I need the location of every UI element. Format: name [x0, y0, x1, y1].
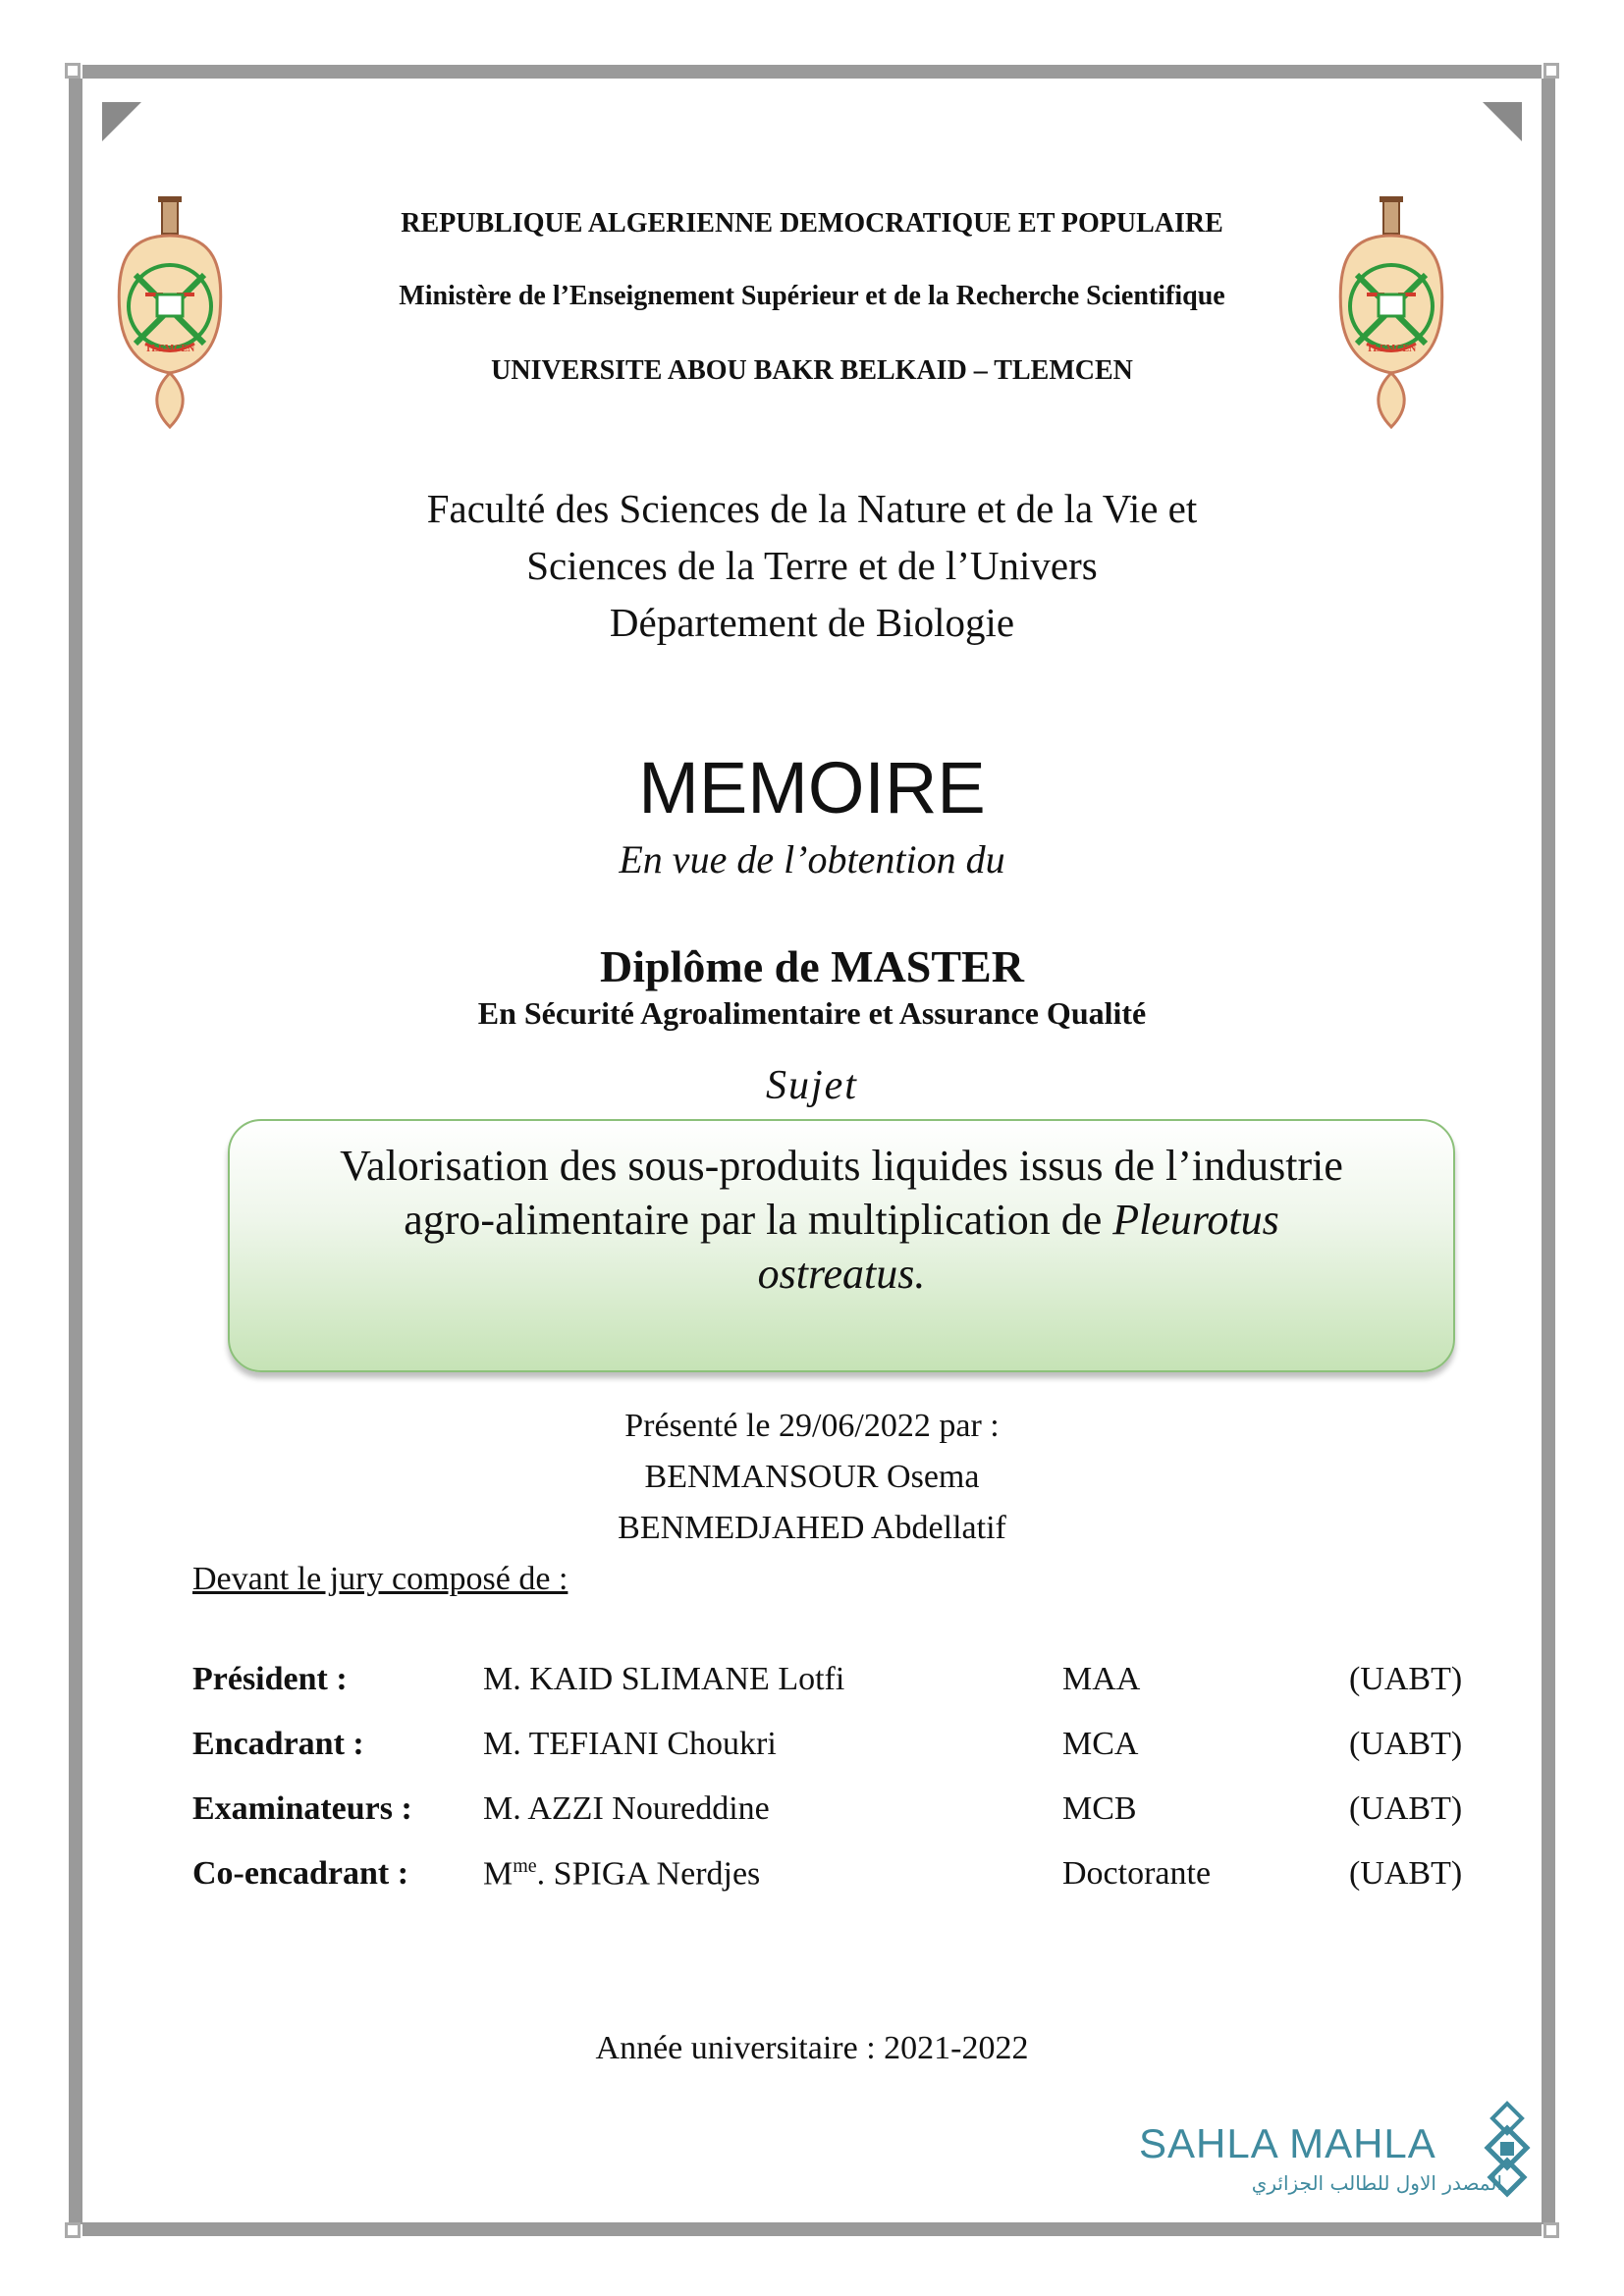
jury-name: M. TEFIANI Choukri [483, 1726, 777, 1762]
jury-name-prefix: M [483, 1855, 514, 1893]
frame-corner-bl [65, 2222, 81, 2238]
watermark-brand: SAHLA MAHLA [1139, 2120, 1436, 2166]
presented-date: Présenté le 29/06/2022 par : [624, 1408, 1000, 1444]
jury-grade: Doctorante [1062, 1855, 1212, 1892]
jury-role: Président : [192, 1661, 348, 1697]
subject-species-epithet: ostreatus. [757, 1250, 926, 1298]
frame-corner-tr [1543, 63, 1559, 79]
header-university: UNIVERSITE ABOU BAKR BELKAID – TLEMCEN [491, 355, 1133, 386]
academic-year: Année universitaire : 2021-2022 [595, 2030, 1029, 2066]
subject-species-genus: Pleurotus [1112, 1196, 1279, 1244]
jury-name-rest: . SPIGA Nerdjes [536, 1855, 761, 1893]
watermark-logo-icon [1483, 2099, 1532, 2207]
diploma-speciality: En Sécurité Agroalimentaire et Assurance Qualité [477, 995, 1147, 1031]
subject-box [228, 1119, 1455, 1372]
jury-role: Examinateurs : [192, 1790, 412, 1827]
jury-name: M. AZZI Noureddine [483, 1790, 770, 1827]
header-republic: REPUBLIQUE ALGERIENNE DEMOCRATIQUE ET POPULAIRE [401, 208, 1223, 239]
jury-name [483, 1855, 760, 1893]
subject-line-2 [230, 1193, 1453, 1247]
jury-heading: Devant le jury composé de : [192, 1561, 568, 1597]
logo-text: TLEMCEN [144, 344, 195, 354]
title-subtitle: En vue de l’obtention du [619, 837, 1005, 881]
frame-corner-br [1543, 2222, 1559, 2238]
subject-line-1: Valorisation des sous-produits liquides issus de l’industrie [340, 1142, 1343, 1190]
diploma-title: Diplôme de MASTER [600, 941, 1024, 991]
subject-line-2-text: agro-alimentaire par la multiplication de [404, 1196, 1113, 1244]
subject-line-3 [230, 1247, 1453, 1301]
jury-institution: (UABT) [1349, 1661, 1463, 1697]
frame-top [82, 65, 1542, 79]
frame-corner-tl [65, 63, 81, 79]
jury-role: Encadrant : [192, 1726, 364, 1762]
jury-institution: (UABT) [1349, 1855, 1463, 1892]
frame-bottom [82, 2222, 1542, 2236]
page-title: MEMOIRE [638, 747, 986, 828]
jury-grade: MAA [1062, 1661, 1141, 1697]
jury-grade: MCA [1062, 1726, 1139, 1762]
jury-grade: MCB [1062, 1790, 1137, 1827]
subject-label: Sujet [766, 1063, 858, 1108]
watermark-tagline: المصدر الاول للطالب الجزائري [1251, 2171, 1502, 2195]
frame-right [1542, 79, 1555, 2224]
frame-triangle-tl [102, 102, 141, 141]
author-1: BENMANSOUR Osema [644, 1459, 980, 1495]
jury-name: M. KAID SLIMANE Lotfi [483, 1661, 845, 1697]
header-ministry: Ministère de l’Enseignement Supérieur et de la Recherche Scientifique [399, 281, 1225, 311]
jury-name-superscript: me [513, 1855, 537, 1877]
logo-text: TLEMCEN [1366, 344, 1417, 354]
jury-role: Co-encadrant : [192, 1855, 409, 1892]
faculty-line-2: Sciences de la Terre et de l’Univers [526, 543, 1098, 588]
frame-triangle-tr [1483, 102, 1522, 141]
frame-left [69, 79, 82, 2224]
jury-institution: (UABT) [1349, 1726, 1463, 1762]
department: Département de Biologie [609, 600, 1015, 645]
jury-institution: (UABT) [1349, 1790, 1463, 1827]
watermark [1139, 2120, 1532, 2218]
author-2: BENMEDJAHED Abdellatif [618, 1510, 1006, 1546]
faculty-line-1: Faculté des Sciences de la Nature et de la Vie et [426, 486, 1198, 531]
